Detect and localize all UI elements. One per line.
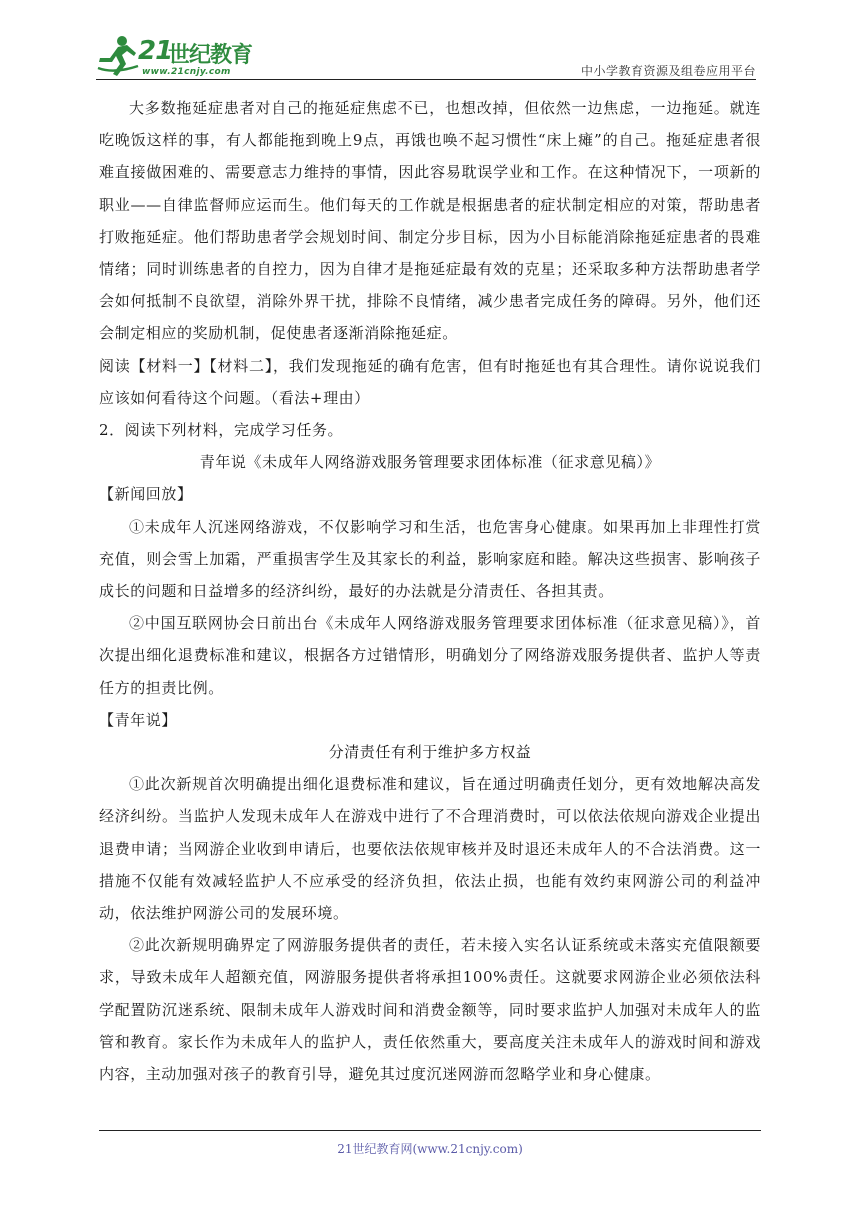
runner-logo-icon (96, 34, 140, 78)
logo-name: 世纪教育 (168, 43, 253, 68)
platform-tagline: 中小学教育资源及组卷应用平台 (580, 64, 756, 78)
logo-url: www.21cnjy.com (142, 67, 231, 77)
question-text: 阅读【材料一】【材料二】，我们发现拖延的确有危害，但有时拖延也有其合理性。请你说说我们应该如何看待这个问题。（看法+理由） (99, 356, 761, 407)
news-replay-heading: 【新闻回放】 (99, 485, 193, 504)
question-2-heading: 2．阅读下列材料，完成学习任务。 (99, 421, 344, 440)
article-title: 青年说《未成年人网络游戏服务管理要求团体标准（征求意见稿）》 (199, 453, 661, 472)
logo-number: 21 (138, 36, 173, 66)
youth-paragraph-2: ②此次新规明确界定了网游服务提供者的责任，若未接入实名认证系统或未落实充值限额要求，导致未成年人超额充值，网游服务提供者将承担100%责任。这就要求网游企业必须依法科学配置防沉迷系统、限制未成年人游戏时间和消费金额等，同时要求监护人加强对未成年人的监管和教育。家长作为未成年人的监护人，责任依然重大，要高度关注未成年人的游戏时间和游戏内容，主动加强对孩子的教育引导，避免其过度沉迷网游而忽略学业和身心健康。 (99, 936, 761, 1084)
material-paragraph: 大多数拖延症患者对自己的拖延症焦虑不已，也想改掉，但依然一边焦虑，一边拖延。就连吃晚饭这样的事，有人都能拖到晚上9点，再饿也唤不起习惯性“床上瘫”的自己。拖延症患者很难直接做困难的、需要意志力维持的事情，因此容易耽误学业和工作。在这种情况下，一项新的职业——自律监督师应运而生。他们每天的工作就是根据患者的症状制定相应的对策，帮助患者打败拖延症。他们帮助患者学会规划时间、制定分步目标，因为小目标能消除拖延症患者的畏难情绪；同时训练患者的自控力，因为自律才是拖延症最有效的克星；还采取多种方法帮助患者学会如何抵制不良欲望，消除外界干扰，排除不良情绪，减少患者完成任务的障碍。另外，他们还会制定相应的奖励机制，促使患者逐渐消除拖延症。 (99, 99, 761, 343)
footer-link[interactable]: 21世纪教育网(www.21cnjy.com) (337, 1142, 523, 1156)
document-body (99, 92, 761, 1090)
site-logo[interactable] (96, 34, 266, 80)
commentary-title: 分清责任有利于维护多方权益 (328, 743, 532, 762)
footer-divider (99, 1130, 761, 1131)
youth-says-heading: 【青年说】 (99, 710, 178, 729)
news-paragraph-2: ②中国互联网协会日前出台《未成年人网络游戏服务管理要求团体标准（征求意见稿）》，首次提出细化退费标准和建议，根据各方过错情形，明确划分了网络游戏服务提供者、监护人等责任方的担责比例。 (99, 614, 761, 697)
page-header (0, 0, 860, 82)
youth-paragraph-1: ①此次新规首次明确提出细化退费标准和建议，旨在通过明确责任划分，更有效地解决高发经济纠纷。当监护人发现未成年人在游戏中进行了不合理消费时，可以依法依规向游戏企业提出退费申请；当网游企业收到申请后，也要依法依规审核并及时退还未成年人的不合法消费。这一措施不仅能有效减轻监护人不应承受的经济负担，依法止损，也能有效约束网游公司的利益冲动，依法维护网游公司的发展环境。 (99, 775, 761, 923)
header-divider (96, 79, 756, 80)
news-paragraph-1: ①未成年人沉迷网络游戏，不仅影响学习和生活，也危害身心健康。如果再加上非理性打赏充值，则会雪上加霜，严重损害学生及其家长的利益，影响家庭和睦。解决这些损害、影响孩子成长的问题和日益增多的经济纠纷，最好的办法就是分清责任、各担其责。 (99, 517, 761, 601)
